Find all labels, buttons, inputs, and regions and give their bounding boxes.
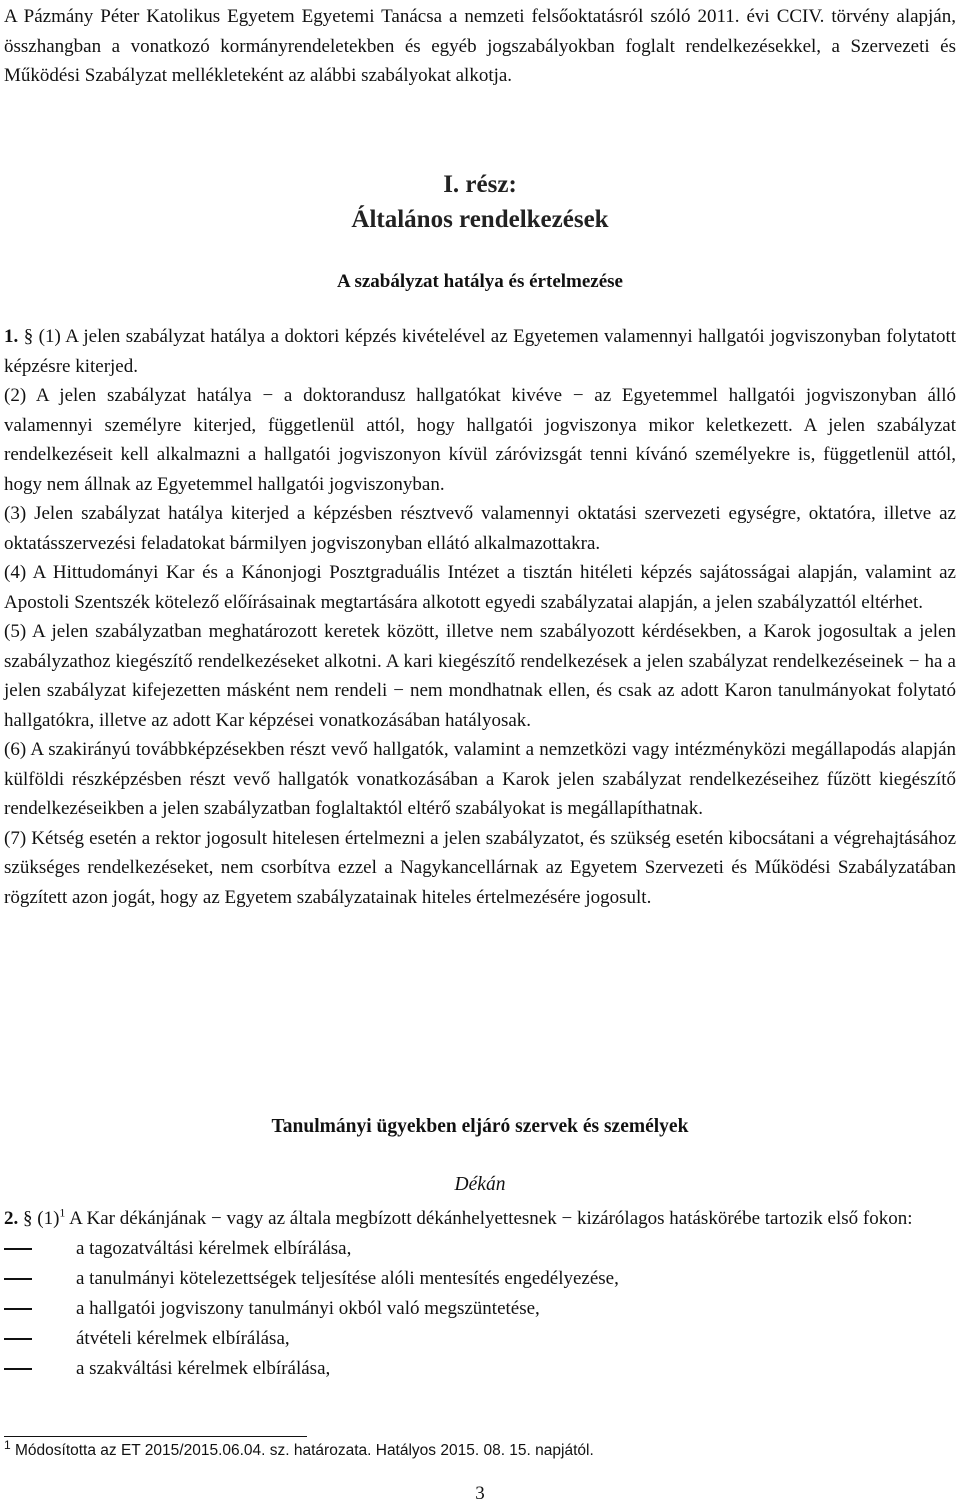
list-item-text: átvételi kérelmek elbírálása,: [76, 1327, 290, 1349]
subsection-title-dean: Dékán: [454, 1174, 506, 1195]
list-item-text: a hallgatói jogviszony tanulmányi okból való megszüntetése,: [76, 1297, 540, 1319]
intro-text-part-b: évi CCIV. törvény alapján, összhangban a vonatkozó kormányrendeletekben és egyéb jogszabályokban foglalt rendelkezésekkel, a Szervezeti és Működési Szabályzat mellékleteként az alábbi szabályokat alkotja.: [4, 6, 956, 86]
paragraph-text: A Kar dékánjának − vagy az általa megbízott dékánhelyettesnek − kizárólagos hatáskörébe tartozik első fokon:: [65, 1208, 913, 1229]
footnote-number: 1: [4, 1437, 11, 1452]
list-item: [4, 1324, 956, 1354]
list-item-text: a szakváltási kérelmek elbírálása,: [76, 1357, 331, 1379]
paragraph-1-1: [4, 322, 956, 381]
list-item: [4, 1264, 956, 1294]
list-item-text: a tagozatváltási kérelmek elbírálása,: [76, 1237, 352, 1259]
intro-paragraph: [4, 2, 956, 91]
list-item: [4, 1294, 956, 1324]
section-sign: §: [23, 326, 34, 347]
page-number: 3: [475, 1483, 485, 1504]
paragraph-1-6: (6) A szakirányú továbbképzésekben részt vevő hallgatók, valamint a nemzetközi vagy intézményközi megállapodás alapján külföldi részképzésben részt vevő hallgatók vonatkozásában a Karok jelen szabályzat rendelkezéseihez fűzött kiegészítő rendelkezéseikben a jelen szabályzatban foglaltaktól eltérő szabályokat is megállapíthatnak.: [4, 739, 956, 819]
list-item: [4, 1354, 956, 1384]
paragraph-1-5: (5) A jelen szabályzatban meghatározott keretek között, illetve nem szabályozott kérdésekben, a Karok jogosultak a jelen szabályzathoz kiegészítő rendelkezéseket alkotni. A kari kiegészítő rendelkezések a jelen szabályzat rendelkezéseinek − ha a jelen szabályzat kifejezetten másként nem rendeli − nem mondhatnak ellen, és csak az adott Karon tanulmányokat folytató hallgatókra, illetve az adott Kar képzései vonatkozásában hatályosak.: [4, 621, 956, 731]
footnote: [4, 1437, 594, 1462]
paragraph-2-1: [4, 1204, 956, 1234]
dash-bullet-icon: [4, 1278, 32, 1280]
part-number: I. rész:: [443, 171, 517, 198]
dash-bullet-icon: [4, 1338, 32, 1340]
paragraph-1-3: (3) Jelen szabályzat hatálya kiterjed a képzésben résztvevő valamennyi oktatási szervezeti egységre, oktatóra, illetve az oktatásszervezési feladatokat bármilyen jogviszonyban ellátó alkalmazottakra.: [4, 503, 956, 554]
part-title: Általános rendelkezések: [351, 206, 609, 233]
section-2-body: [4, 1204, 956, 1384]
dash-bullet-icon: [4, 1248, 32, 1250]
section-title-bodies: Tanulmányi ügyekben eljáró szervek és személyek: [271, 1116, 689, 1137]
list-item-text: a tanulmányi kötelezettségek teljesítése alóli mentesítés engedélyezése,: [76, 1267, 619, 1289]
footnote-text: Módosította az ET 2015/2015.06.04. sz. határozata. Hatályos 2015. 08. 15. napjától.: [10, 1442, 594, 1459]
footnote-divider: [4, 1436, 307, 1437]
section-title-scope: A szabályzat hatálya és értelmezése: [337, 271, 623, 292]
paragraph-label: (1): [32, 1208, 60, 1229]
section-sign: §: [23, 1208, 33, 1229]
section-1-body: [4, 322, 956, 912]
paragraph-1-2: (2) A jelen szabályzat hatálya − a doktorandusz hallgatókat kivéve − az Egyetemmel hallgatói jogviszonyban álló valamennyi személyre kiterjed, függetlenül attól, hogy hallgatói jogviszonya mikor keletkezett. A jelen szabályzat rendelkezéseit kell alkalmazni a hallgatói jogviszonyon kívül záróvizsgát tenni kívánó személyekre is, függetlenül attól, hogy nem állnak az Egyetemmel hallgatói jogviszonyban.: [4, 385, 956, 495]
section-number: 1.: [4, 326, 19, 347]
dash-bullet-icon: [4, 1368, 32, 1370]
paragraph-1-4: (4) A Hittudományi Kar és a Kánonjogi Posztgraduális Intézet a tisztán hitéleti képzés sajátosságai alapján, valamint az Apostoli Szentszék kötelező előírásainak megtartására alkotott egyedi szabályzatai alapján, a jelen szabályzattól eltérhet.: [4, 562, 956, 613]
paragraph-1-7: (7) Kétség esetén a rektor jogosult hitelesen értelmezni a jelen szabályzatot, és szükség esetén kibocsátani a végrehajtásához szükséges rendelkezéseket, nem csorbítva ezzel a Nagykancellárnak az Egyetem Szervezeti és Működési Szabályzatában rögzített azon jogát, hogy az Egyetem szabályzatainak hiteles értelmezésére jogosult.: [4, 827, 956, 908]
dash-bullet-icon: [4, 1308, 32, 1310]
section-number: 2.: [4, 1208, 19, 1229]
competence-list: [4, 1234, 956, 1384]
list-item: [4, 1234, 956, 1264]
footnote-reference[interactable]: 1: [59, 1205, 66, 1220]
intro-text-part-a: A Pázmány Péter Katolikus Egyetem Egyetemi Tanácsa a nemzeti felsőoktatásról szóló 2011.: [4, 6, 740, 27]
paragraph-text: (1) A jelen szabályzat hatálya a doktori képzés kivételével az Egyetemen valamennyi hallgatói jogviszonyban folytatott képzésre kiterjed.: [4, 326, 956, 377]
